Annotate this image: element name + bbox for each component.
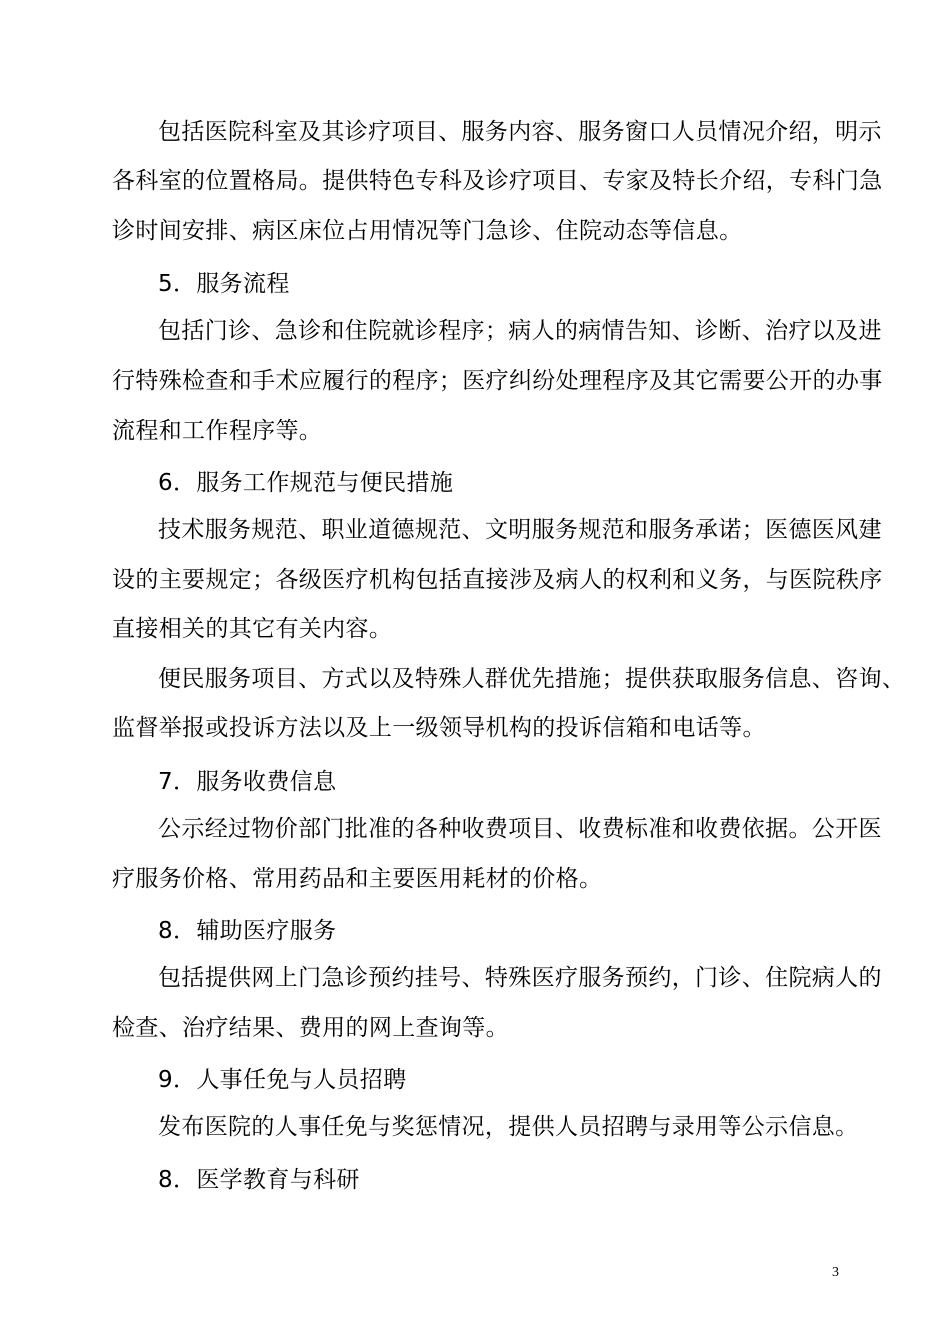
paragraph-line: 直接相关的其它有关内容。 xyxy=(112,616,393,642)
section-heading-5: 5．服务流程 xyxy=(158,271,290,297)
section-heading-medical-education: 8．医学教育与科研 xyxy=(158,1167,360,1193)
paragraph-line: 各科室的位置格局。提供特色专科及诊疗项目、专家及特长介绍，专科门急 xyxy=(112,168,883,194)
section-heading-7: 7．服务收费信息 xyxy=(158,769,337,795)
paragraph-line: 包括医院科室及其诊疗项目、服务内容、服务窗口人员情况介绍，明示 xyxy=(158,119,882,145)
paragraph-line: 诊时间安排、病区床位占用情况等门急诊、住院动态等信息。 xyxy=(112,218,743,244)
paragraph-line: 包括门诊、急诊和住院就诊程序；病人的病情告知、诊断、治疗以及进 xyxy=(158,318,882,344)
paragraph-line: 包括提供网上门急诊预约挂号、特殊医疗服务预约，门诊、住院病人的 xyxy=(158,965,882,991)
paragraph-line: 便民服务项目、方式以及特殊人群优先措施；提供获取服务信息、咨询、 xyxy=(158,666,906,692)
page-number: 3 xyxy=(832,1265,839,1280)
paragraph-line: 行特殊检查和手术应履行的程序；医疗纠纷处理程序及其它需要公开的办事 xyxy=(112,368,883,394)
paragraph-line: 设的主要规定；各级医疗机构包括直接涉及病人的权利和义务，与医院秩序 xyxy=(112,567,883,593)
paragraph-line: 发布医院的人事任免与奖惩情况，提供人员招聘与录用等公示信息。 xyxy=(158,1114,859,1140)
section-heading-9: 9．人事任免与人员招聘 xyxy=(158,1067,407,1093)
paragraph-line: 监督举报或投诉方法以及上一级领导机构的投诉信箱和电话等。 xyxy=(112,715,766,741)
section-heading-6: 6．服务工作规范与便民措施 xyxy=(158,470,454,496)
paragraph-line: 检查、治疗结果、费用的网上查询等。 xyxy=(112,1015,509,1041)
paragraph-line: 公示经过物价部门批准的各种收费项目、收费标准和收费依据。公开医 xyxy=(158,816,882,842)
paragraph-line: 疗服务价格、常用药品和主要医用耗材的价格。 xyxy=(112,866,603,892)
paragraph-line: 技术服务规范、职业道德规范、文明服务规范和服务承诺；医德医风建 xyxy=(158,517,882,543)
paragraph-line: 流程和工作程序等。 xyxy=(112,418,323,444)
section-heading-8: 8．辅助医疗服务 xyxy=(158,918,337,944)
